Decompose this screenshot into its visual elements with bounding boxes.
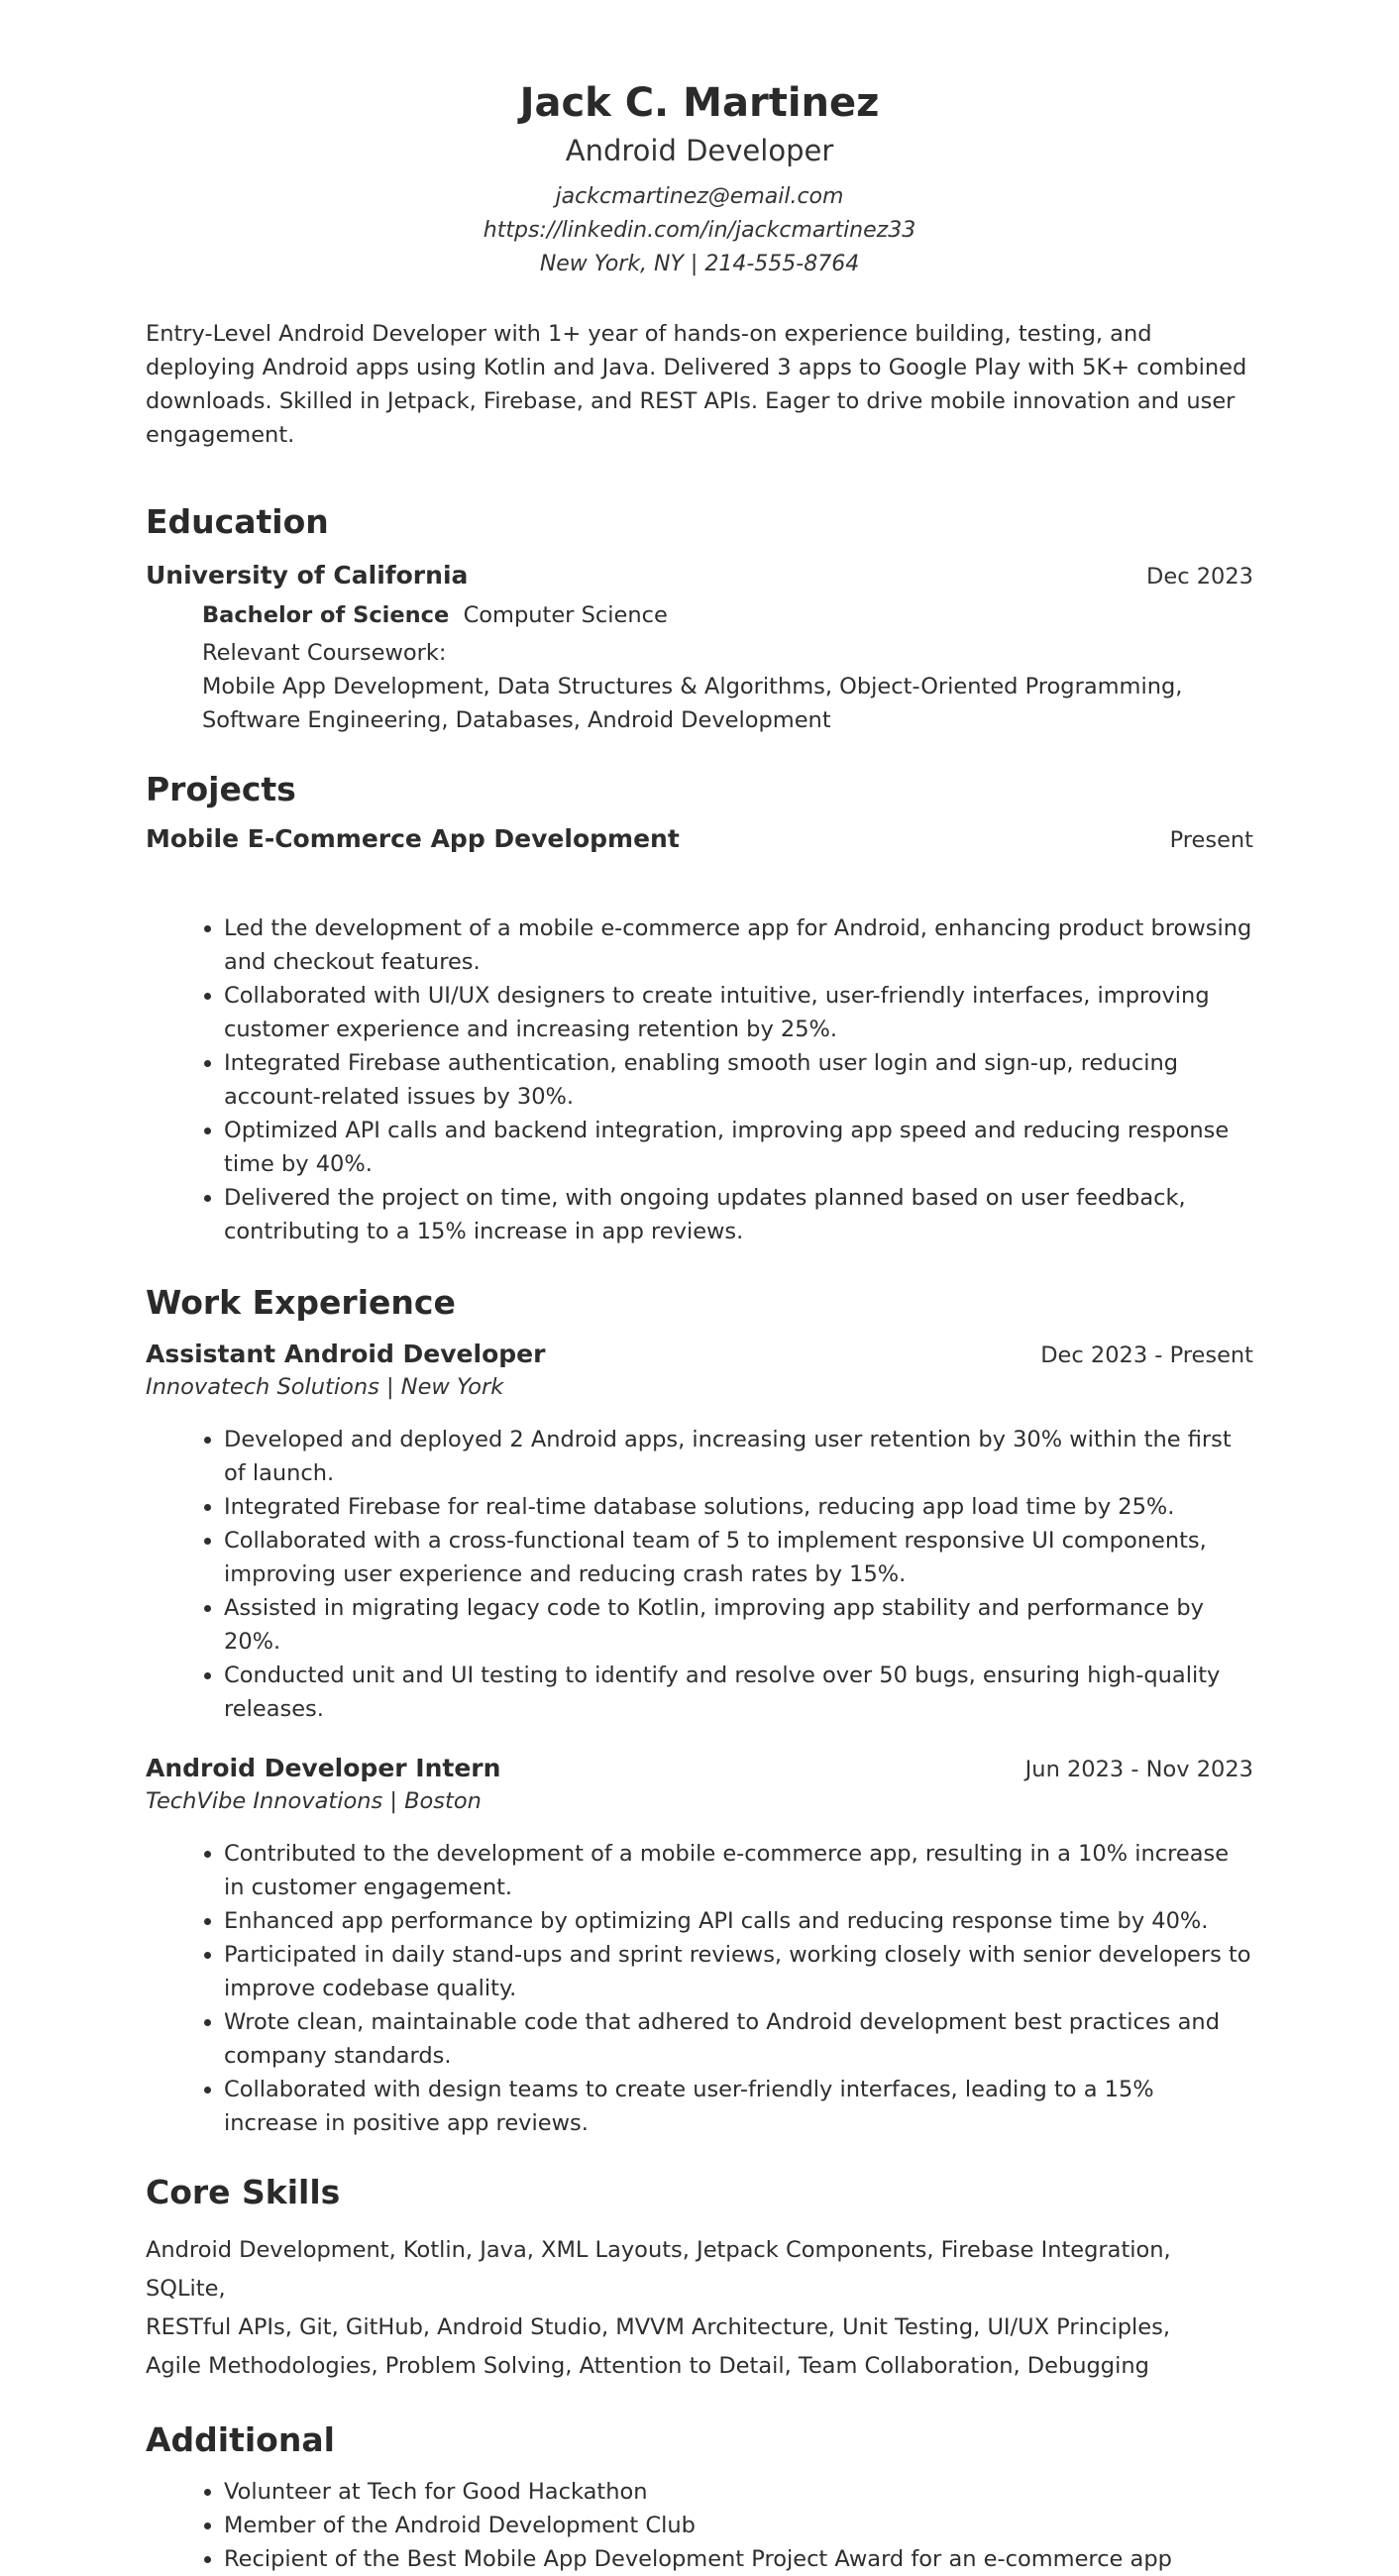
list-item: • Integrated Firebase for real-time database solutions, reducing app load time by 25%. — [224, 1490, 1253, 1524]
job-date: Jun 2023 - Nov 2023 — [1024, 1757, 1253, 1782]
job-entry — [146, 1338, 1253, 1726]
candidate-role: Android Developer — [565, 134, 834, 167]
education-section — [146, 501, 1253, 737]
additional-section — [146, 2419, 1253, 2576]
job-date: Dec 2023 - Present — [1040, 1342, 1253, 1368]
job-bullets — [146, 1837, 1253, 2140]
section-title-projects: Projects — [146, 770, 296, 808]
additional-bullets — [146, 2475, 1253, 2576]
project-name: Mobile E-Commerce App Development — [146, 824, 680, 853]
list-item: • Developed and deployed 2 Android apps, increasing user retention by 30% within the first of launch. — [224, 1423, 1253, 1490]
section-title-experience: Work Experience — [146, 1283, 456, 1322]
contact-block — [146, 180, 1253, 281]
section-title-education: Education — [146, 502, 329, 541]
job-company: TechVibe Innovations | Boston — [146, 1788, 482, 1814]
experience-section — [146, 1282, 1253, 2140]
list-item: • Recipient of the Best Mobile App Development Project Award for an e-commerce app — [224, 2542, 1253, 2576]
education-date: Dec 2023 — [1146, 564, 1253, 590]
project-bullets — [146, 912, 1253, 1248]
list-item: • Assisted in migrating legacy code to Kotlin, improving app stability and performance by 20%. — [224, 1591, 1253, 1659]
job-bullets — [146, 1423, 1253, 1726]
list-item: • Contributed to the development of a mobile e-commerce app, resulting in a 10% increase in customer engagement. — [224, 1837, 1253, 1904]
job-header — [146, 1752, 1253, 1785]
degree-name: Bachelor of Science — [202, 602, 450, 628]
list-item: • Delivered the project on time, with ongoing updates planned based on user feedback, contributing to a 15% increase in app reviews. — [224, 1181, 1253, 1248]
list-item: • Optimized API calls and backend integration, improving app speed and reducing response time by 40%. — [224, 1114, 1253, 1181]
location-phone-text: New York, NY | 214-555-8764 — [539, 252, 860, 276]
skills-section — [146, 2172, 1253, 2386]
list-item: • Member of the Android Development Club — [224, 2509, 1253, 2542]
skills-line: RESTful APIs, Git, GitHub, Android Studio, MVVM Architecture, Unit Testing, UI/UX Principles, — [146, 2314, 1170, 2340]
project-entry-header — [146, 822, 1253, 856]
education-entry-header — [146, 559, 1253, 592]
job-company: Innovatech Solutions | New York — [146, 1374, 504, 1400]
job-title: Android Developer Intern — [146, 1754, 501, 1782]
degree-field: Computer Science — [463, 602, 668, 628]
skills-list — [146, 2231, 1253, 2386]
section-title-skills: Core Skills — [146, 2173, 341, 2211]
job-header — [146, 1338, 1253, 1371]
coursework-list: Mobile App Development, Data Structures & Algorithms, Object-Oriented Programming, Software Engineering, Databases, Android Development — [202, 674, 1183, 733]
skills-line: Agile Methodologies, Problem Solving, Attention to Detail, Team Collaboration, Debugging — [146, 2353, 1149, 2379]
job-title: Assistant Android Developer — [146, 1340, 546, 1368]
skills-line: Android Development, Kotlin, Java, XML Layouts, Jetpack Components, Firebase Integration, SQLite, — [146, 2237, 1171, 2302]
education-details — [146, 598, 1253, 737]
coursework-label: Relevant Coursework: — [202, 640, 447, 666]
project-date: Present — [1169, 827, 1253, 853]
list-item: • Participated in daily stand-ups and sprint reviews, working closely with senior developers to improve codebase quality. — [224, 1938, 1253, 2005]
list-item: • Collaborated with UI/UX designers to create intuitive, user-friendly interfaces, improving customer experience and increasing retention by 25%. — [224, 979, 1253, 1046]
list-item: • Wrote clean, maintainable code that adhered to Android development best practices and company standards. — [224, 2005, 1253, 2073]
list-item: • Collaborated with design teams to create user-friendly interfaces, leading to a 15% increase in positive app reviews. — [224, 2073, 1253, 2140]
linkedin-text: https://linkedin.com/in/jackcmartinez33 — [483, 218, 916, 243]
resume-header — [146, 79, 1253, 281]
job-entry — [146, 1752, 1253, 2140]
list-item: • Collaborated with a cross-functional team of 5 to implement responsive UI components, improving user experience and reducing crash rates by 15%. — [224, 1524, 1253, 1591]
school-name: University of California — [146, 561, 469, 590]
list-item: • Volunteer at Tech for Good Hackathon — [224, 2475, 1253, 2509]
section-title-additional: Additional — [146, 2420, 335, 2459]
list-item: • Conducted unit and UI testing to identify and resolve over 50 bugs, ensuring high-quality releases. — [224, 1659, 1253, 1726]
email-text: jackcmartinez@email.com — [555, 184, 844, 209]
list-item: • Led the development of a mobile e-commerce app for Android, enhancing product browsing and checkout features. — [224, 912, 1253, 979]
summary-paragraph: Entry-Level Android Developer with 1+ year of hands-on experience building, testing, and deploying Android apps using Kotlin and Java. Delivered 3 apps to Google Play with 5K+ combined downloads. Skilled in Jetpack, Firebase, and REST APIs. Eager to drive mobile innovation and user engagement. — [146, 321, 1247, 448]
list-item: • Integrated Firebase authentication, enabling smooth user login and sign-up, reducing account-related issues by 30%. — [224, 1046, 1253, 1114]
candidate-name: Jack C. Martinez — [519, 80, 880, 126]
projects-section — [146, 769, 1253, 1248]
degree-line — [202, 598, 1253, 632]
list-item: • Enhanced app performance by optimizing API calls and reducing response time by 40%. — [224, 1904, 1253, 1938]
